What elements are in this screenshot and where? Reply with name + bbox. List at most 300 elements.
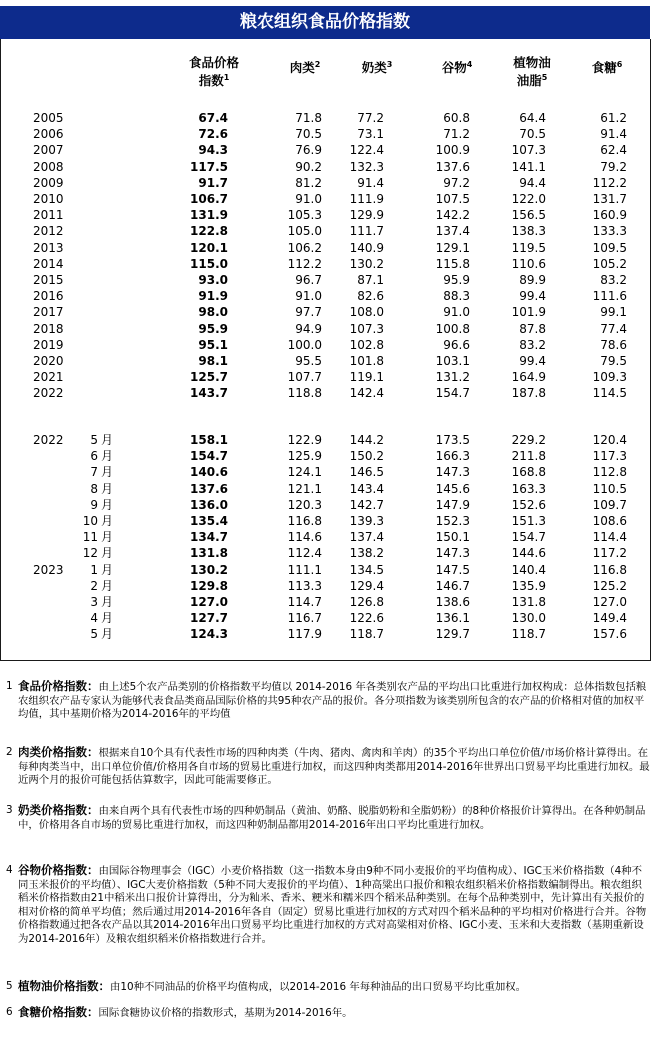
header-dairy-text: 奶类 [361,60,387,75]
table-row [0,626,650,643]
dairy-cell: 119.1 [349,370,384,385]
sugar-cell: 79.5 [600,354,627,368]
meat-cell: 120.3 [287,497,322,512]
dairy-cell: 132.3 [349,159,384,174]
year-cell: 2013 [33,240,64,255]
sugar-cell: 105.2 [592,256,627,271]
month-cell: 6 [90,449,98,464]
dairy-cell: 144.2 [349,433,384,447]
food-price-index-cell: 125.7 [190,370,228,385]
cereals-cell: 137.4 [435,224,470,239]
header-fpi-line2 [176,72,252,90]
vegetable-oils-cell: 119.5 [511,240,546,255]
cereals-cell: 147.3 [435,465,470,480]
footnote-text: 由10种不同油品的价格平均值构成，以2014-2016 年每种油品的出口贸易平均比重加权。 [110,981,527,993]
sugar-cell: 109.3 [592,370,627,385]
header-oils-sup: 5 [541,72,548,82]
cereals-cell: 147.9 [435,497,470,512]
food-price-index-cell: 130.2 [190,562,228,577]
vegetable-oils-cell: 141.1 [511,159,546,174]
meat-cell: 116.7 [287,611,322,626]
footnote-term: 奶类价格指数： [18,803,99,817]
cereals-cell: 100.9 [435,143,470,158]
dairy-cell: 101.8 [349,354,384,368]
footnote-number: 3 [6,804,13,816]
food-price-index-cell: 67.4 [198,111,228,125]
food-price-index-cell: 129.8 [190,578,228,593]
month-cell: 8 [90,481,98,496]
vegetable-oils-cell: 144.6 [511,546,546,561]
footnote-body [18,1006,650,1021]
sugar-cell: 110.5 [592,481,627,496]
vegetable-oils-cell: 87.8 [519,321,546,336]
food-price-index-cell: 72.6 [198,127,228,142]
food-price-index-cell: 98.1 [198,354,228,368]
dairy-cell: 122.6 [349,611,384,626]
table-row [0,175,650,192]
vegetable-oils-cell: 187.8 [511,386,546,401]
sugar-cell: 114.4 [592,530,627,545]
food-price-index-cell: 91.9 [198,289,228,304]
year-cell: 2022 [33,433,64,447]
vegetable-oils-cell: 156.5 [511,208,546,223]
header-cereals-text: 谷物 [441,60,467,75]
footnote-term: 肉类价格指数： [18,745,99,759]
sugar-cell: 117.2 [592,546,627,561]
cereals-cell: 115.8 [435,256,470,271]
footnote-text: 由来自两个具有代表性市场的四种奶制品（黄油、奶酪、脱脂奶粉和全脂奶粉）的8种价格报价计算得出。在各种奶制品中，价格用各自市场的贸易比重进行加权，而这四种奶制品都用2014-2016年出口平均比重进行加权。 [18,805,646,831]
year-cell: 2014 [33,256,64,271]
vegetable-oils-cell: 122.0 [511,192,546,206]
dairy-cell: 129.4 [349,578,384,593]
cereals-cell: 152.3 [435,514,470,528]
year-cell: 2021 [33,370,64,385]
meat-cell: 112.4 [287,546,322,561]
dairy-cell: 111.9 [349,192,384,206]
vegetable-oils-cell: 70.5 [519,127,546,142]
month-cell: 2 [90,578,98,593]
meat-cell: 97.7 [295,305,322,320]
meat-cell: 118.8 [287,386,322,401]
year-cell: 2015 [33,273,64,287]
table-row [0,110,650,127]
year-cell: 2018 [33,321,64,336]
table-row [0,304,650,321]
sugar-cell: 127.0 [592,595,627,609]
dairy-cell: 142.4 [349,386,384,401]
header-cereals-sup: 4 [466,59,473,69]
vegetable-oils-cell: 229.2 [511,433,546,447]
meat-cell: 70.5 [295,127,322,142]
food-price-index-cell: 115.0 [190,256,228,271]
month-unit-cell: 月 [101,497,114,512]
meat-cell: 116.8 [287,514,322,528]
table-row [0,288,650,305]
cereals-cell: 166.3 [435,449,470,464]
month-unit-cell: 月 [101,465,114,480]
footnote-term: 食品价格指数： [18,679,99,693]
meat-cell: 81.2 [295,175,322,190]
month-cell: 11 [82,530,98,545]
sugar-cell: 83.2 [600,273,627,287]
table-row [0,610,650,627]
cereals-cell: 154.7 [435,386,470,401]
header-meat-sup: 2 [314,59,321,69]
food-price-index-cell: 154.7 [190,449,228,464]
month-cell: 1 [90,562,98,577]
dairy-cell: 138.2 [349,546,384,561]
header-sugar-text: 食糖 [591,60,617,75]
sugar-cell: 111.6 [592,289,627,304]
sugar-cell: 149.4 [592,611,627,626]
year-cell: 2017 [33,305,64,320]
dairy-cell: 130.2 [349,256,384,271]
dairy-cell: 129.9 [349,208,384,223]
page-title: 粮农组织食品价格指数 [0,6,650,39]
vegetable-oils-cell: 152.6 [511,497,546,512]
food-price-index-cell: 131.8 [190,546,228,561]
vegetable-oils-cell: 64.4 [519,111,546,125]
month-unit-cell: 月 [101,595,114,609]
meat-cell: 113.3 [287,578,322,593]
cereals-cell: 100.8 [435,321,470,336]
cereals-cell: 95.9 [443,273,470,287]
cereals-cell: 138.6 [435,595,470,609]
vegetable-oils-cell: 99.4 [519,289,546,304]
meat-cell: 121.1 [287,481,322,496]
dairy-cell: 126.8 [349,595,384,609]
cereals-cell: 129.1 [435,240,470,255]
cereals-cell: 173.5 [435,433,470,447]
meat-cell: 105.0 [287,224,322,239]
cereals-cell: 60.8 [443,111,470,125]
year-cell: 2009 [33,175,64,190]
dairy-cell: 146.5 [349,465,384,480]
dairy-cell: 107.3 [349,321,384,336]
vegetable-oils-cell: 164.9 [511,370,546,385]
footnote-number: 1 [6,680,13,692]
header-fpi-sup: 1 [223,72,230,82]
month-cell: 3 [90,595,98,609]
dairy-cell: 139.3 [349,514,384,528]
sugar-cell: 120.4 [592,433,627,447]
vegetable-oils-cell: 138.3 [511,224,546,239]
sugar-cell: 91.4 [600,127,627,142]
year-cell: 2010 [33,192,64,206]
table-row [0,594,650,611]
dairy-cell: 111.7 [349,224,384,239]
table-row [0,578,650,595]
table-row [0,529,650,546]
food-price-index-cell: 131.9 [190,208,228,223]
sugar-cell: 79.2 [600,159,627,174]
table-row [0,481,650,498]
year-cell: 2007 [33,143,64,158]
month-cell: 7 [90,465,98,480]
footnote-term: 谷物价格指数： [18,863,99,877]
sugar-cell: 61.2 [600,111,627,125]
footnote-text: 国际食糖协议价格的指数形式，基期为2014-2016年。 [98,1007,353,1019]
cereals-cell: 146.7 [435,578,470,593]
table-row [0,545,650,562]
table-row [0,191,650,208]
table-row [0,337,650,354]
header-food-price-index [176,54,252,90]
food-price-index-cell: 127.7 [190,611,228,626]
meat-cell: 105.3 [287,208,322,223]
meat-cell: 106.2 [287,240,322,255]
header-oils-line1: 植物油 [513,55,551,70]
sugar-cell: 157.6 [592,627,627,642]
food-price-index-cell: 158.1 [190,433,228,447]
food-price-index-cell: 143.7 [190,386,228,401]
vegetable-oils-cell: 151.3 [511,514,546,528]
header-meat-text: 肉类 [289,60,315,75]
food-price-index-cell: 140.6 [190,465,228,480]
vegetable-oils-cell: 168.8 [511,465,546,480]
footnote-body [18,680,650,722]
footnote-body [18,864,650,946]
header-vegetable-oils [502,54,562,90]
dairy-cell: 77.2 [357,111,384,125]
table-row [0,369,650,386]
table-row [0,256,650,273]
month-cell: 9 [90,497,98,512]
year-cell: 2020 [33,354,64,368]
sugar-cell: 112.2 [592,175,627,190]
header-fpi-line2-text: 指数 [198,73,224,88]
footnote-body [18,746,650,788]
table-row [0,142,650,159]
table-row [0,497,650,514]
vegetable-oils-cell: 135.9 [511,578,546,593]
table-row [0,321,650,338]
meat-cell: 91.0 [295,289,322,304]
month-unit-cell: 月 [101,481,114,496]
meat-cell: 111.1 [287,562,322,577]
meat-cell: 114.7 [287,595,322,609]
food-price-index-cell: 94.3 [198,143,228,158]
table-row [0,207,650,224]
meat-cell: 124.1 [287,465,322,480]
vegetable-oils-cell: 131.8 [511,595,546,609]
footnote-number: 5 [6,980,13,992]
cereals-cell: 137.6 [435,159,470,174]
footnote-text: 由上述5个农产品类别的价格指数平均值以 2014-2016 年各类别农产品的平均出口比重进行加权构成：总体指数包括粮农组织农产品专家认为能够代表食品类商品国际价格的共95种农产品的报价。各分项指数为该类别所包含的农产品的价格相对值的加权平均值，其中基期价格为2014-2016年的平均值 [18,681,647,720]
dairy-cell: 91.4 [357,175,384,190]
header-cereals [432,59,482,77]
meat-cell: 122.9 [287,433,322,447]
footnote-text: 由国际谷物理事会（IGC）小麦价格指数（这一指数本身由9种不同小麦报价的平均值构成）、IGC玉米价格指数（4种不同玉米报价的平均值）、IGC大麦价格指数（5种不同大麦报价的平均值）、1种高粱出口报价和粮农组织稻米价格指数编制得出。粮农组织稻米价格指数由21中稻米出口报价计算得出，分为籼米、香米、粳米和糯米四个稻米品种类别。在每个品种类别中，先计算出有关报价的相对价格的简单平均值；然后通过用2014-2016年各自（固定）贸易比重进行加权的方式对四个稻米品种的平均相对价格进行合并。谷物价格指数通过把各农产品以其2014-2016年出口贸易平均比重进行加权的方式对高粱相对价格、IGC小麦、玉米和大麦指数（基期重新设为2014-2016年）及粮农组织稻米价格指数进行合并。 [18,865,647,945]
meat-cell: 91.0 [295,192,322,206]
sugar-cell: 131.7 [592,192,627,206]
header-dairy-sup: 3 [386,59,393,69]
footnote-term: 植物油价格指数： [18,979,110,993]
vegetable-oils-cell: 110.6 [511,256,546,271]
header-dairy [352,59,402,77]
cereals-cell: 142.2 [435,208,470,223]
food-price-index-cell: 135.4 [190,514,228,528]
sugar-cell: 116.8 [592,562,627,577]
sugar-cell: 77.4 [600,321,627,336]
cereals-cell: 91.0 [443,305,470,320]
month-cell: 5 [90,627,98,642]
vegetable-oils-cell: 101.9 [511,305,546,320]
vegetable-oils-cell: 89.9 [519,273,546,287]
sugar-cell: 125.2 [592,578,627,593]
dairy-cell: 118.7 [349,627,384,642]
table-row [0,223,650,240]
vegetable-oils-cell: 130.0 [511,611,546,626]
cereals-cell: 131.2 [435,370,470,385]
food-price-index-cell: 136.0 [190,497,228,512]
vegetable-oils-cell: 140.4 [511,562,546,577]
footnote-number: 6 [6,1006,13,1018]
food-price-index-cell: 117.5 [190,159,228,174]
food-price-index-cell: 95.1 [198,337,228,352]
meat-cell: 96.7 [295,273,322,287]
sugar-cell: 160.9 [592,208,627,223]
year-cell: 2019 [33,337,64,352]
dairy-cell: 134.5 [349,562,384,577]
footnote-body [18,980,650,995]
dairy-cell: 73.1 [357,127,384,142]
year-cell: 2022 [33,386,64,401]
meat-cell: 76.9 [295,143,322,158]
cereals-cell: 129.7 [435,627,470,642]
sugar-cell: 109.7 [592,497,627,512]
year-cell: 2016 [33,289,64,304]
table-row [0,159,650,176]
footnote-term: 食糖价格指数： [18,1005,99,1019]
dairy-cell: 137.4 [349,530,384,545]
food-price-index-cell: 127.0 [190,595,228,609]
food-price-index-cell: 124.3 [190,627,228,642]
month-unit-cell: 月 [101,546,114,561]
month-cell: 5 [90,433,98,447]
sugar-cell: 112.8 [592,465,627,480]
vegetable-oils-cell: 83.2 [519,337,546,352]
table-row [0,464,650,481]
header-oils-line2 [502,72,562,90]
sugar-cell: 109.5 [592,240,627,255]
vegetable-oils-cell: 99.4 [519,354,546,368]
meat-cell: 125.9 [287,449,322,464]
footnote-number: 2 [6,746,13,758]
meat-cell: 112.2 [287,256,322,271]
vegetable-oils-cell: 211.8 [511,449,546,464]
food-price-index-cell: 137.6 [190,481,228,496]
food-price-index-cell: 122.8 [190,224,228,239]
table-row [0,272,650,289]
year-cell: 2012 [33,224,64,239]
cereals-cell: 97.2 [443,175,470,190]
cereals-cell: 71.2 [443,127,470,142]
sugar-cell: 108.6 [592,514,627,528]
month-unit-cell: 月 [101,433,114,447]
year-cell: 2008 [33,159,64,174]
header-oils-line2-text: 油脂 [516,73,542,88]
dairy-cell: 108.0 [349,305,384,320]
vegetable-oils-cell: 154.7 [511,530,546,545]
dairy-cell: 140.9 [349,240,384,255]
meat-cell: 107.7 [287,370,322,385]
food-price-index-cell: 120.1 [190,240,228,255]
year-cell: 2006 [33,127,64,142]
month-unit-cell: 月 [101,514,114,528]
sugar-cell: 78.6 [600,337,627,352]
food-price-index-cell: 98.0 [198,305,228,320]
dairy-cell: 122.4 [349,143,384,158]
cereals-cell: 88.3 [443,289,470,304]
header-sugar [582,59,632,77]
year-cell: 2005 [33,111,64,125]
cereals-cell: 136.1 [435,611,470,626]
header-meat [280,59,330,77]
month-cell: 4 [90,611,98,626]
food-price-index-cell: 91.7 [198,175,228,190]
cereals-cell: 107.5 [435,192,470,206]
table-row [0,513,650,530]
table-row [0,240,650,257]
cereals-cell: 147.3 [435,546,470,561]
vegetable-oils-cell: 163.3 [511,481,546,496]
meat-cell: 114.6 [287,530,322,545]
month-unit-cell: 月 [101,611,114,626]
footnote-number: 4 [6,864,13,876]
header-sugar-sup: 6 [616,59,623,69]
year-cell: 2011 [33,208,64,223]
meat-cell: 100.0 [287,337,322,352]
year-cell: 2023 [33,562,64,577]
cereals-cell: 150.1 [435,530,470,545]
table-row [0,353,650,370]
sugar-cell: 99.1 [600,305,627,320]
month-cell: 12 [82,546,98,561]
month-unit-cell: 月 [101,578,114,593]
meat-cell: 95.5 [295,354,322,368]
dairy-cell: 143.4 [349,481,384,496]
month-cell: 10 [82,514,98,528]
cereals-cell: 103.1 [435,354,470,368]
footnote-text: 根据来自10个具有代表性市场的四种肉类（牛肉、猪肉、禽肉和羊肉）的35个平均出口单位价值/市场价格计算得出。在每种肉类当中，出口单位价值/价格用各自市场的贸易比重进行加权，而这四种肉类都用2014-2016年世界出口贸易平均比重进行加权。最近两个月的报价可能包括估算数字，因此可能需要修正。 [18,747,650,786]
footnote-body [18,804,650,832]
dairy-cell: 142.7 [349,497,384,512]
vegetable-oils-cell: 107.3 [511,143,546,158]
meat-cell: 90.2 [295,159,322,174]
sugar-cell: 117.3 [592,449,627,464]
dairy-cell: 102.8 [349,337,384,352]
table-row [0,562,650,579]
dairy-cell: 87.1 [357,273,384,287]
sugar-cell: 114.5 [592,386,627,401]
dairy-cell: 150.2 [349,449,384,464]
vegetable-oils-cell: 94.4 [519,175,546,190]
table-row [0,448,650,465]
table-row [0,126,650,143]
month-unit-cell: 月 [101,449,114,464]
cereals-cell: 145.6 [435,481,470,496]
month-unit-cell: 月 [101,530,114,545]
meat-cell: 71.8 [295,111,322,125]
cereals-cell: 147.5 [435,562,470,577]
month-unit-cell: 月 [101,627,114,642]
dairy-cell: 82.6 [357,289,384,304]
table-row [0,432,650,449]
food-price-index-cell: 134.7 [190,530,228,545]
food-price-index-cell: 93.0 [198,273,228,287]
sugar-cell: 133.3 [592,224,627,239]
